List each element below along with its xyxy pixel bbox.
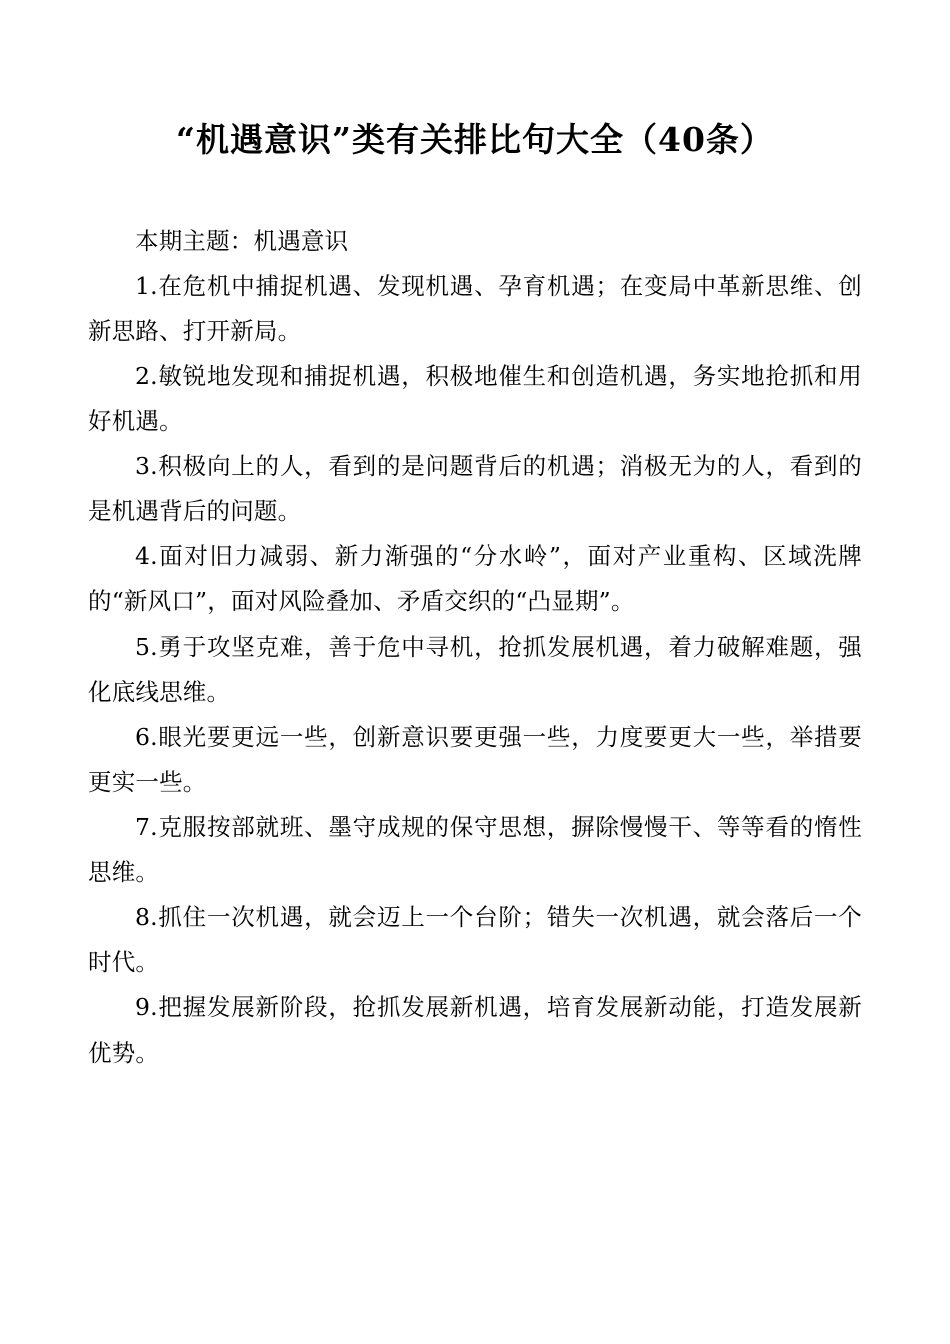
- paragraph-item-6: 6.眼光要更远一些，创新意识要更强一些，力度要更大一些，举措要更实一些。: [88, 722, 862, 796]
- document-body: [88, 219, 862, 1076]
- paragraph-item-7: 7.克服按部就班、墨守成规的保守思想，摒除慢慢干、等等看的惰性思维。: [88, 812, 862, 887]
- paragraph-item-9: 9.把握发展新阶段，抢抓发展新机遇，培育发展新动能，打造发展新优势。: [88, 993, 862, 1067]
- page-title: “机遇意识”类有关排比句大全（40条）: [176, 120, 774, 159]
- paragraph-item-3: 3.积极向上的人，看到的是问题背后的机遇；消极无为的人，看到的是机遇背后的问题。: [88, 452, 862, 526]
- paragraph-topic: 本期主题：机遇意识: [135, 226, 349, 255]
- paragraph-item-8: 8.抓住一次机遇，就会迈上一个台阶；错失一次机遇，就会落后一个时代。: [88, 903, 862, 977]
- paragraph-item-4: 4.面对旧力减弱、新力渐强的“分水岭”，面对产业重构、区域洗牌的“新风口”，面对风险叠加、矛盾交织的“凸显期”。: [88, 542, 862, 616]
- paragraph-item-1: 1.在危机中捕捉机遇、发现机遇、孕育机遇；在变局中革新思维、创新思路、打开新局。: [88, 271, 862, 345]
- paragraph-item-2: 2.敏锐地发现和捕捉机遇，积极地催生和创造机遇，务实地抢抓和用好机遇。: [88, 361, 862, 435]
- paragraph-item-5: 5.勇于攻坚克难，善于危中寻机，抢抓发展机遇，着力破解难题，强化底线思维。: [88, 632, 862, 706]
